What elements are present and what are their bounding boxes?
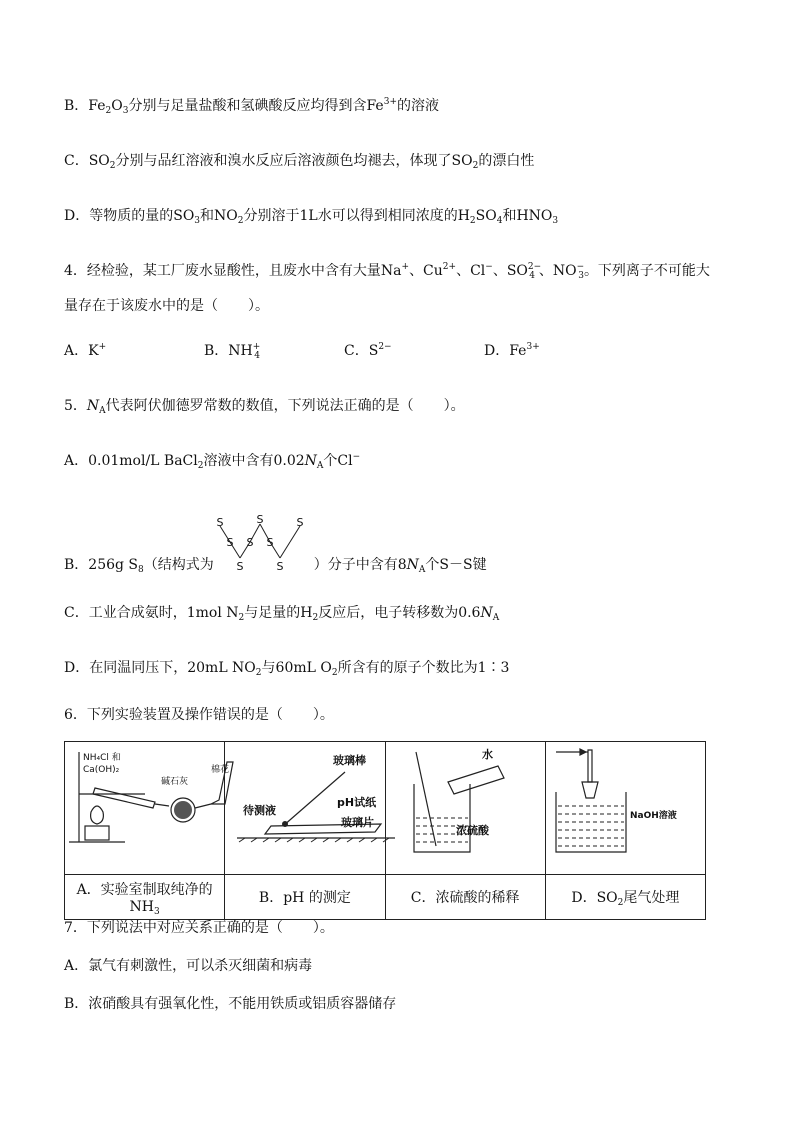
apparatus-c-cell — [385, 742, 545, 875]
q5-option-b: B．256g $S_8$（结构式为 ）分子中含有$8N_A$个S－S键 — [64, 557, 487, 575]
label-soda-lime: 碱石灰 — [161, 777, 189, 787]
caption-b: B．pH 的测定 — [225, 875, 385, 920]
label-glass-plate: 玻璃片 — [341, 816, 375, 829]
s-atom: S — [266, 536, 274, 549]
label-cotton: 棉花 — [211, 765, 230, 775]
apparatus-b-cell — [225, 742, 385, 875]
ph-measurement-apparatus — [225, 742, 405, 870]
s-atom: S — [256, 513, 264, 526]
q6-apparatus-table — [64, 741, 706, 920]
so2-absorption-apparatus — [546, 742, 686, 870]
label-conc-sulfuric: 浓硫酸 — [455, 824, 489, 837]
s-atom: S — [236, 560, 244, 573]
q7-option-a: A．氯气有刺激性，可以杀灭细菌和病毒 — [64, 958, 313, 974]
q5-stem: 5．$N_A$代表阿伏伽德罗常数的数值，下列说法正确的是（ ）。 — [64, 398, 465, 416]
s-atom: S — [226, 536, 234, 549]
label-test-solution: 待测液 — [243, 804, 277, 817]
caption-c: C．浓硫酸的稀释 — [385, 875, 545, 920]
q4-option-a: A．K+ — [64, 342, 107, 359]
q6-stem: 6．下列实验装置及操作错误的是（ ）。 — [64, 707, 334, 723]
label-water: 水 — [481, 748, 493, 761]
q7-stem: 7．下列说法中对应关系正确的是（ ）。 — [64, 920, 334, 936]
q3-option-d: D．等物质的量的$SO_3$和$NO_2$分别溶于1L水可以得到相同浓度的$H_2SO_4$和$HNO_3$ — [64, 208, 559, 226]
q4-stem-line1: 4．经检验，某工厂废水显酸性，且废水中含有大量Na+、$Cu^{2+}$、Cl−、$SO^{2-}_4$ 、$NO^-_3$。下列离子不可能大 — [64, 262, 710, 281]
q4-option-d: D．$Fe^{3+}$ — [484, 342, 540, 359]
q7-option-b: B．浓硝酸具有强氧化性，不能用铁质或铝质容器储存 — [64, 996, 397, 1012]
label-caoh2: Ca(OH)₂ — [83, 765, 120, 775]
sulfuric-acid-dilution-apparatus — [386, 742, 516, 870]
label-nh4cl: NH₄Cl 和 — [83, 753, 121, 763]
q4-option-c: C．$S^{2-}$ — [344, 342, 392, 359]
q4-option-b: B．$NH^+_4$ — [204, 342, 261, 361]
q4-stem-line2: 量存在于该废水中的是（ ）。 — [64, 298, 269, 314]
q5-option-a: A．0.01mol/L BaCl$_2$溶液中含有$0.02N_A$个Cl− — [64, 452, 361, 471]
q3-option-b: B．$Fe_2O_3$分别与足量盐酸和氢碘酸反应均得到含$Fe^{3+}$的溶液 — [64, 97, 439, 116]
s-atom: S — [246, 536, 254, 549]
label-ph-paper: pH试纸 — [337, 796, 377, 809]
caption-a: A．实验室制取纯净的$NH_3$ — [65, 875, 225, 920]
q3-option-c: C．$SO_2$分别与品红溶液和溴水反应后溶液颜色均褪去，体现了$SO_2$的漂白性 — [64, 153, 535, 171]
q4-options — [64, 341, 540, 361]
label-glass-rod: 玻璃棒 — [333, 754, 367, 767]
caption-d: D．$SO_2$尾气处理 — [545, 875, 705, 920]
s-atom: S — [276, 560, 284, 573]
nh3-preparation-apparatus — [65, 742, 245, 870]
apparatus-a-cell — [65, 742, 230, 875]
s-atom: S — [216, 516, 224, 529]
q5-option-c: C．工业合成氨时，1mol $N_2$与足量的$H_2$反应后，电子转移数为$0.6N_A$ — [64, 605, 500, 623]
label-naoh-solution: NaOH溶液 — [629, 811, 677, 821]
q5-option-d: D．在同温同压下，20mL $NO_2$与60mL $O_2$所含有的原子个数比为1∶3 — [64, 660, 510, 678]
apparatus-d-cell — [545, 742, 705, 875]
s-atom: S — [296, 516, 304, 529]
